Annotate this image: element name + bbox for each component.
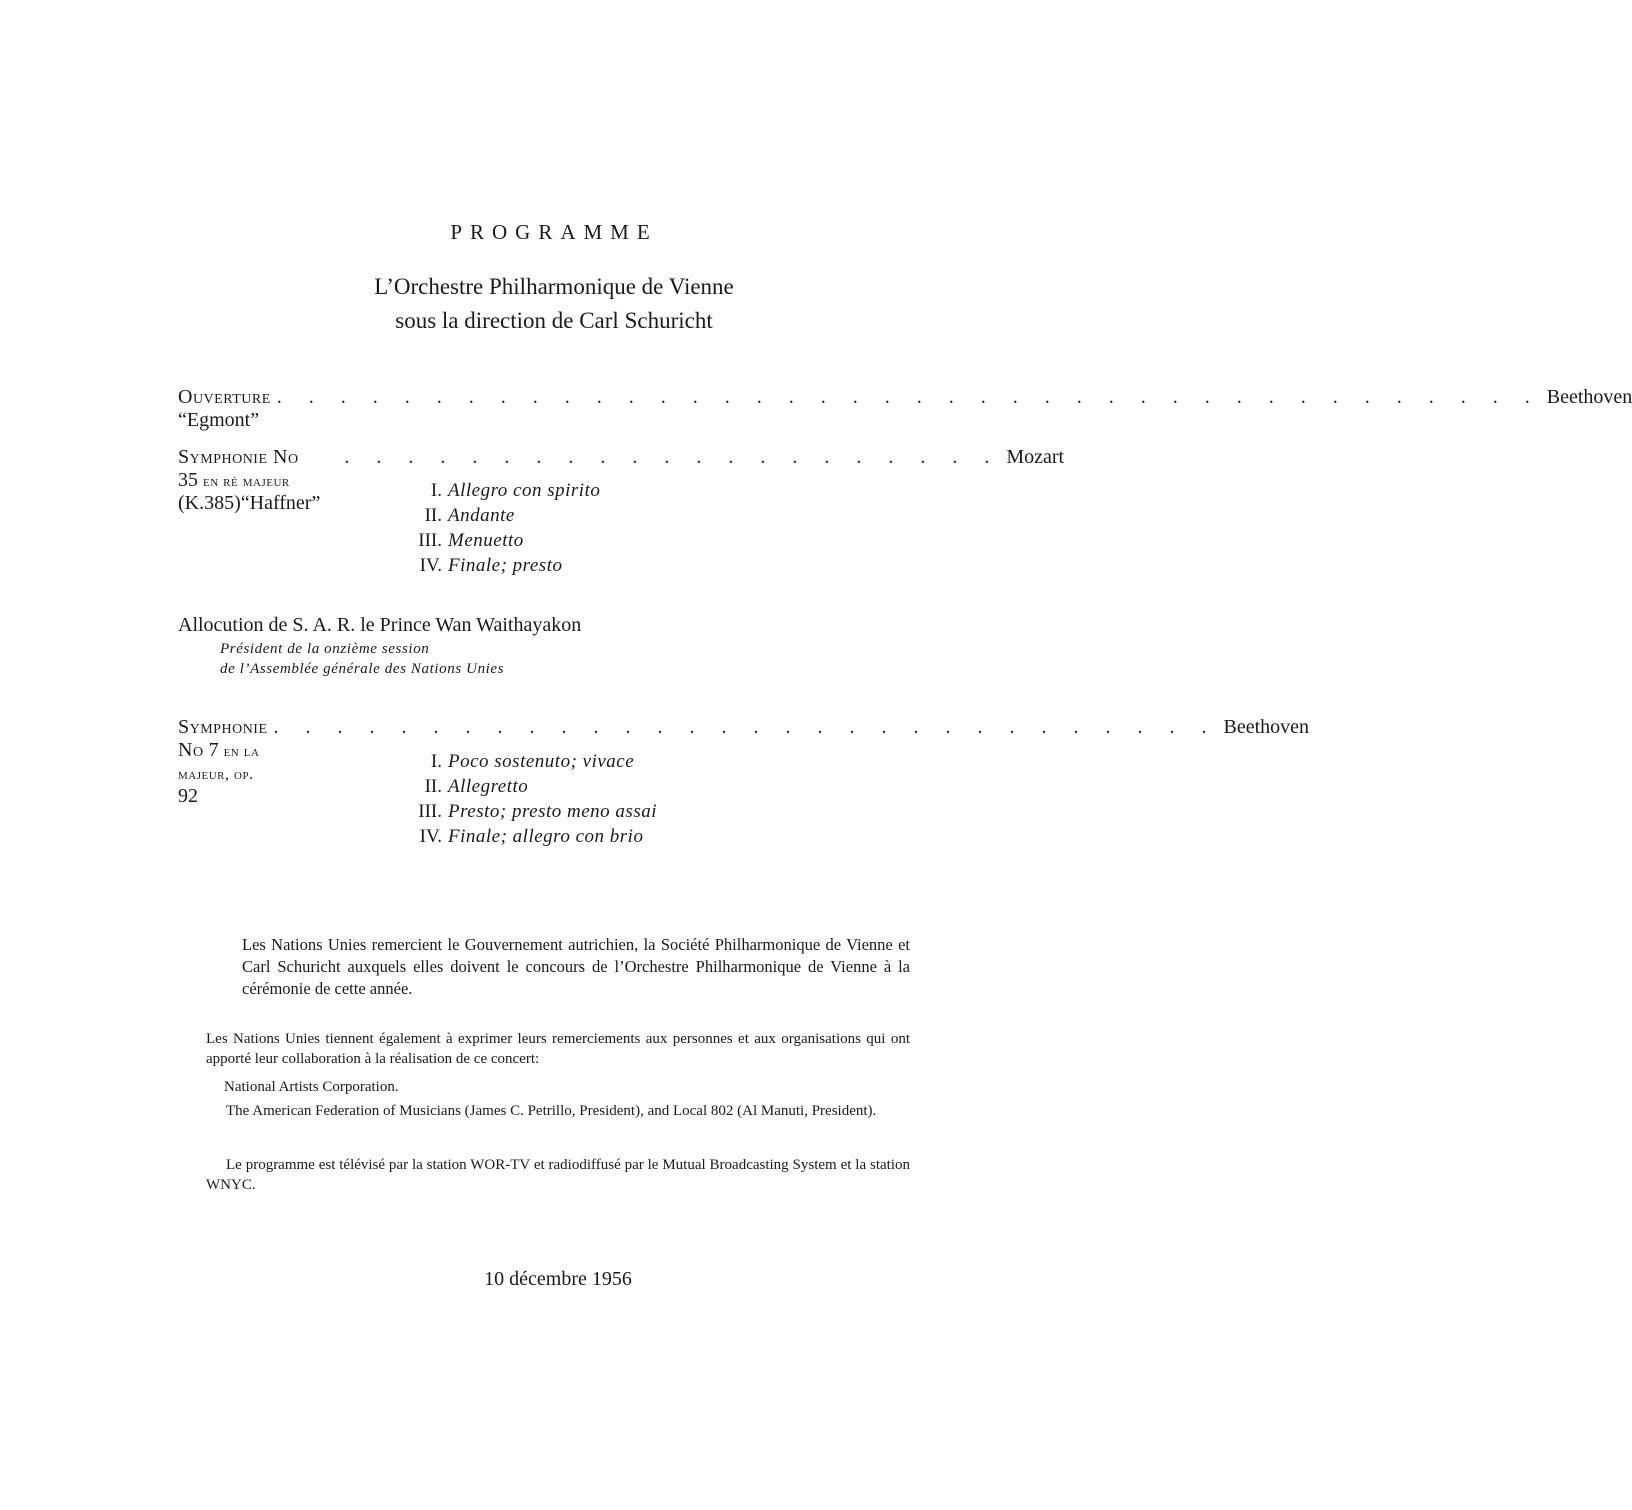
item-title (178, 716, 268, 808)
leader-dots: . . . . . . . . . . . . . . . . . . . . . . . . . . . . . . . . . . . . . . . . (276, 386, 1541, 408)
movement-row (378, 530, 778, 552)
item-title-smallcaps: Symphonie No (178, 716, 268, 761)
orchestra-name: L’Orchestre Philharmonique de Vienne (374, 274, 734, 299)
movement-row (378, 826, 778, 848)
leader-dots: . . . . . . . . . . . . . . . . . . . . . . . . . . . . . . (273, 716, 1218, 738)
movement-row (378, 751, 778, 773)
programme-heading: PROGRAMME (450, 220, 658, 244)
item-title (178, 446, 320, 515)
concert-date: 10 décembre 1956 (484, 1268, 632, 1290)
item-composer: Beethoven (1546, 386, 1632, 408)
item-composer: Beethoven (1223, 716, 1310, 738)
organization-1: National Artists Corporation. (224, 1079, 399, 1095)
movement-name: Allegro con spirito (448, 480, 601, 501)
conductor-line: sous la direction de Carl Schuricht (395, 308, 713, 333)
movement-row (378, 801, 778, 823)
movement-name: Finale; presto (448, 555, 563, 576)
item-title (178, 386, 271, 432)
movement-row (378, 480, 778, 502)
movement-name: Poco sostenuto; vivace (448, 751, 635, 772)
movement-number: IV. (419, 555, 442, 576)
item-composer: Mozart (1006, 446, 1065, 468)
movement-number: IV. (419, 826, 442, 847)
movement-name: Presto; presto meno assai (448, 801, 657, 822)
broadcast-note: Le programme est télévisé par la station WOR-TV et radiodiffusé par le Mutual Broadcasting System et la station WNYC. (206, 1157, 910, 1193)
allocution-line: Allocution de S. A. R. le Prince Wan Waithayakon (178, 614, 582, 636)
program-item-egmont (178, 386, 1632, 432)
movement-number: I. (430, 480, 442, 501)
item-title-smallcaps: Ouverture (178, 386, 271, 408)
thanks-also-paragraph: Les Nations Unies tiennent également à exprimer leurs remerciements aux personnes et aux organisations qui ont apporté leur collaboration à la réalisation de ce concert: (206, 1031, 910, 1067)
item-title-number: 7 (208, 739, 219, 761)
item-title-smallcaps: Symphonie No (178, 446, 299, 468)
movement-name: Menuetto (448, 530, 524, 551)
item-title-catalog: (K.385)“Haffner” (178, 492, 321, 514)
movement-row (378, 555, 778, 577)
allocution-subtitle-1: Président de la onzième session (220, 641, 430, 657)
leader-dots: . . . . . . . . . . . . . . . . . . . . . (344, 446, 1001, 468)
movement-number: III. (418, 530, 442, 551)
thanks-paragraph (242, 934, 910, 1000)
item-title-key: en ré majeur (203, 473, 290, 490)
movement-number: II. (424, 505, 442, 526)
item-title-opus: 92 (178, 785, 198, 807)
movement-name: Andante (448, 505, 515, 526)
allocution-subtitle-2: de l’Assemblée générale des Nations Unies (220, 661, 505, 677)
movement-row (378, 776, 778, 798)
organization-2: The American Federation of Musicians (James C. Petrillo, President), and Local 802 (Al Manuti, President). (226, 1103, 877, 1119)
item-title-rest: “Egmont” (178, 409, 260, 431)
thanks-text: Les Nations Unies remercient le Gouvernement autrichien, la Société Philharmonique de Vienne et Carl Schuricht auxquels elles doivent le concours de l’Orchestre Philharmonique de Vienne à la cérémonie de cette année. (242, 935, 910, 998)
movement-number: I. (430, 751, 442, 772)
movement-name: Allegretto (448, 776, 529, 797)
movement-row (378, 505, 778, 527)
item-title-key: en la majeur, op. (178, 743, 260, 783)
movement-number: II. (424, 776, 442, 797)
item-title-number: 35 (178, 469, 198, 491)
movement-number: III. (418, 801, 442, 822)
movement-name: Finale; allegro con brio (448, 826, 644, 847)
